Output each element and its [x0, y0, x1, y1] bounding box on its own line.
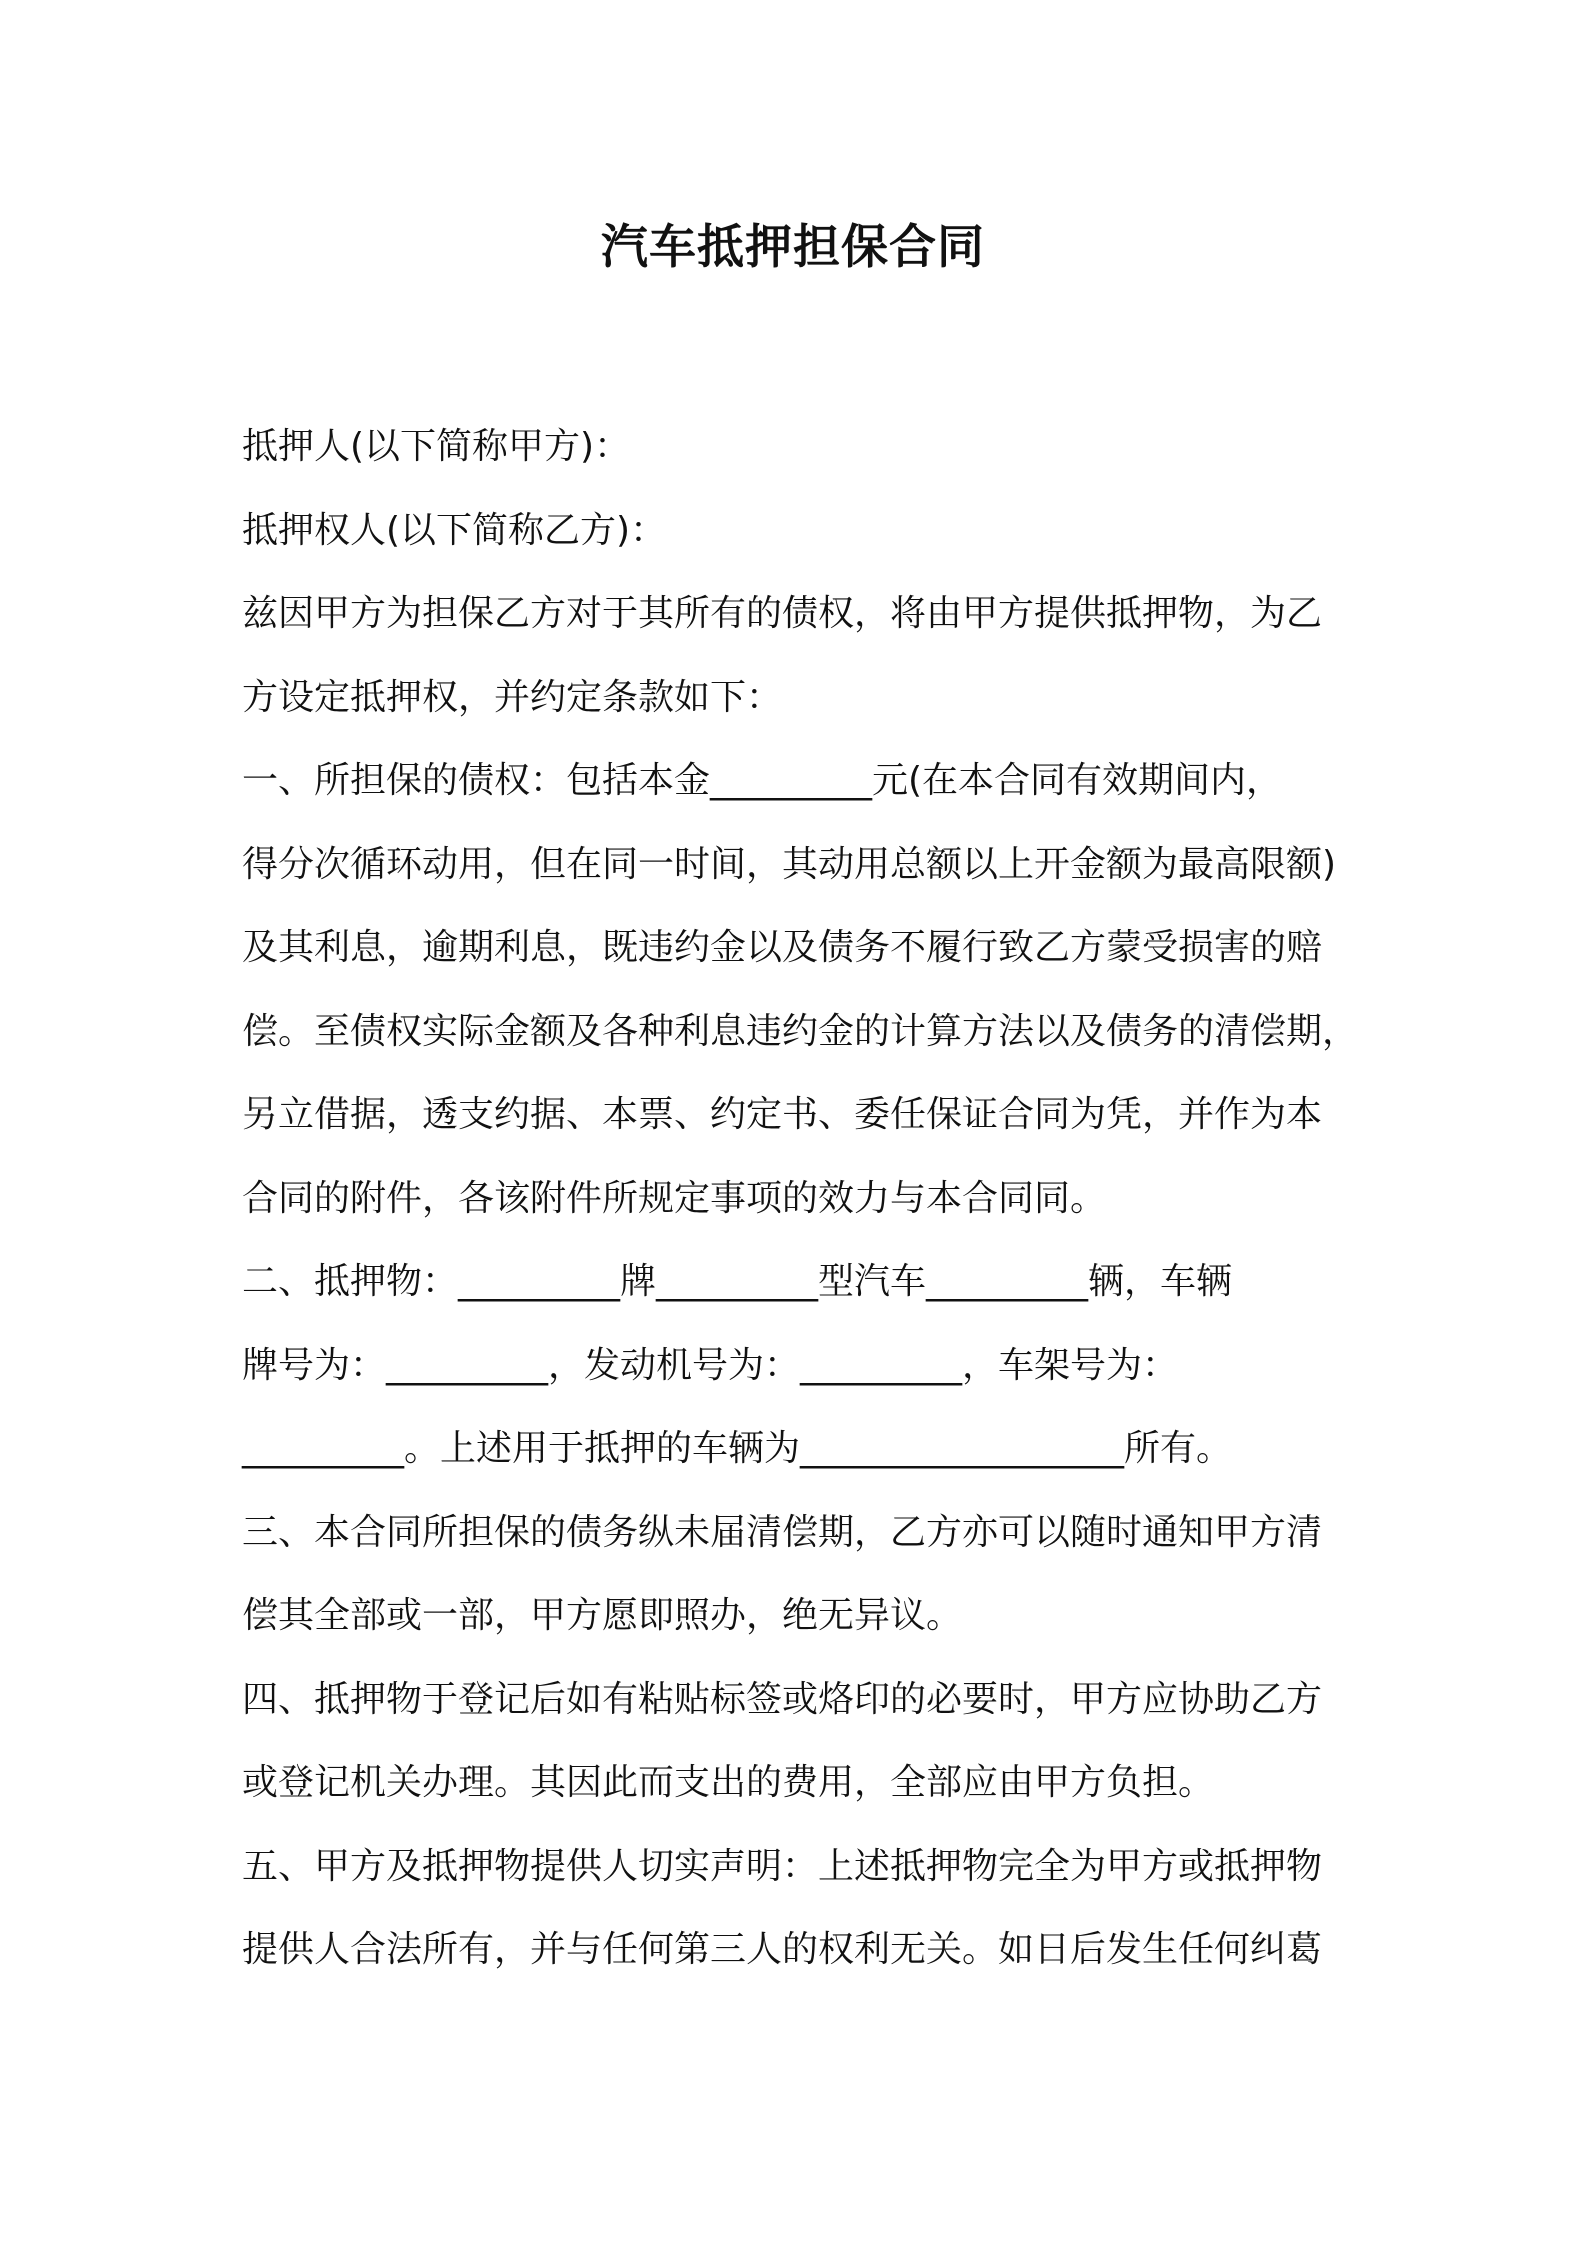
clause-4-line-1: 四、抵押物于登记后如有粘贴标签或烙印的必要时，甲方应协助乙方: [242, 1678, 1323, 1720]
document-body: [242, 405, 1372, 1992]
clause-5-line-2: 提供人合法所有，并与任何第三人的权利无关。如日后发生任何纠葛: [242, 1929, 1323, 1970]
party-b-line: 抵押权人(以下简称乙方)：: [242, 509, 667, 551]
clause-1-line-4: 偿。至债权实际金额及各种利息违约金的计算方法以及债务的清偿期，: [242, 1010, 1359, 1052]
clause-2-line-1: 二、抵押物：_________牌_________型汽车_________辆，车辆: [242, 1261, 1233, 1302]
clause-5-line-1: 五、甲方及抵押物提供人切实声明：上述抵押物完全为甲方或抵押物: [242, 1845, 1323, 1887]
party-a-line: 抵押人(以下简称甲方)：: [242, 426, 631, 467]
clause-1-line-3: 及其利息，逾期利息，既违约金以及债务不履行致乙方蒙受损害的赔: [242, 927, 1323, 968]
clause-3-line-1: 三、本合同所担保的债务纵未届清偿期，乙方亦可以随时通知甲方清: [242, 1511, 1323, 1553]
clause-1-line-5: 另立借据，透支约据、本票、约定书、委任保证合同为凭，并作为本: [242, 1094, 1323, 1135]
preamble-line-1: 兹因甲方为担保乙方对于其所有的债权，将由甲方提供抵押物，为乙: [242, 593, 1323, 634]
clause-2-line-3: _________。上述用于抵押的车辆为__________________所有。: [242, 1428, 1233, 1469]
clause-4-line-2: 或登记机关办理。其因此而支出的费用，全部应由甲方负担。: [242, 1762, 1215, 1803]
document-title: 汽车抵押担保合同: [601, 220, 985, 275]
clause-2-line-2: 牌号为：_________，发动机号为：_________，车架号为：: [242, 1344, 1179, 1386]
clause-3-line-2: 偿其全部或一部，甲方愿即照办，绝无异议。: [242, 1595, 963, 1636]
clause-1-line-6: 合同的附件，各该附件所规定事项的效力与本合同同。: [242, 1177, 1107, 1219]
clause-1-line-1: 一、所担保的债权：包括本金_________元(在本合同有效期间内，: [242, 760, 1283, 801]
preamble-line-2: 方设定抵押权，并约定条款如下：: [242, 676, 783, 718]
clause-1-line-2: 得分次循环动用，但在同一时间，其动用总额以上开金额为最高限额): [242, 843, 1337, 885]
